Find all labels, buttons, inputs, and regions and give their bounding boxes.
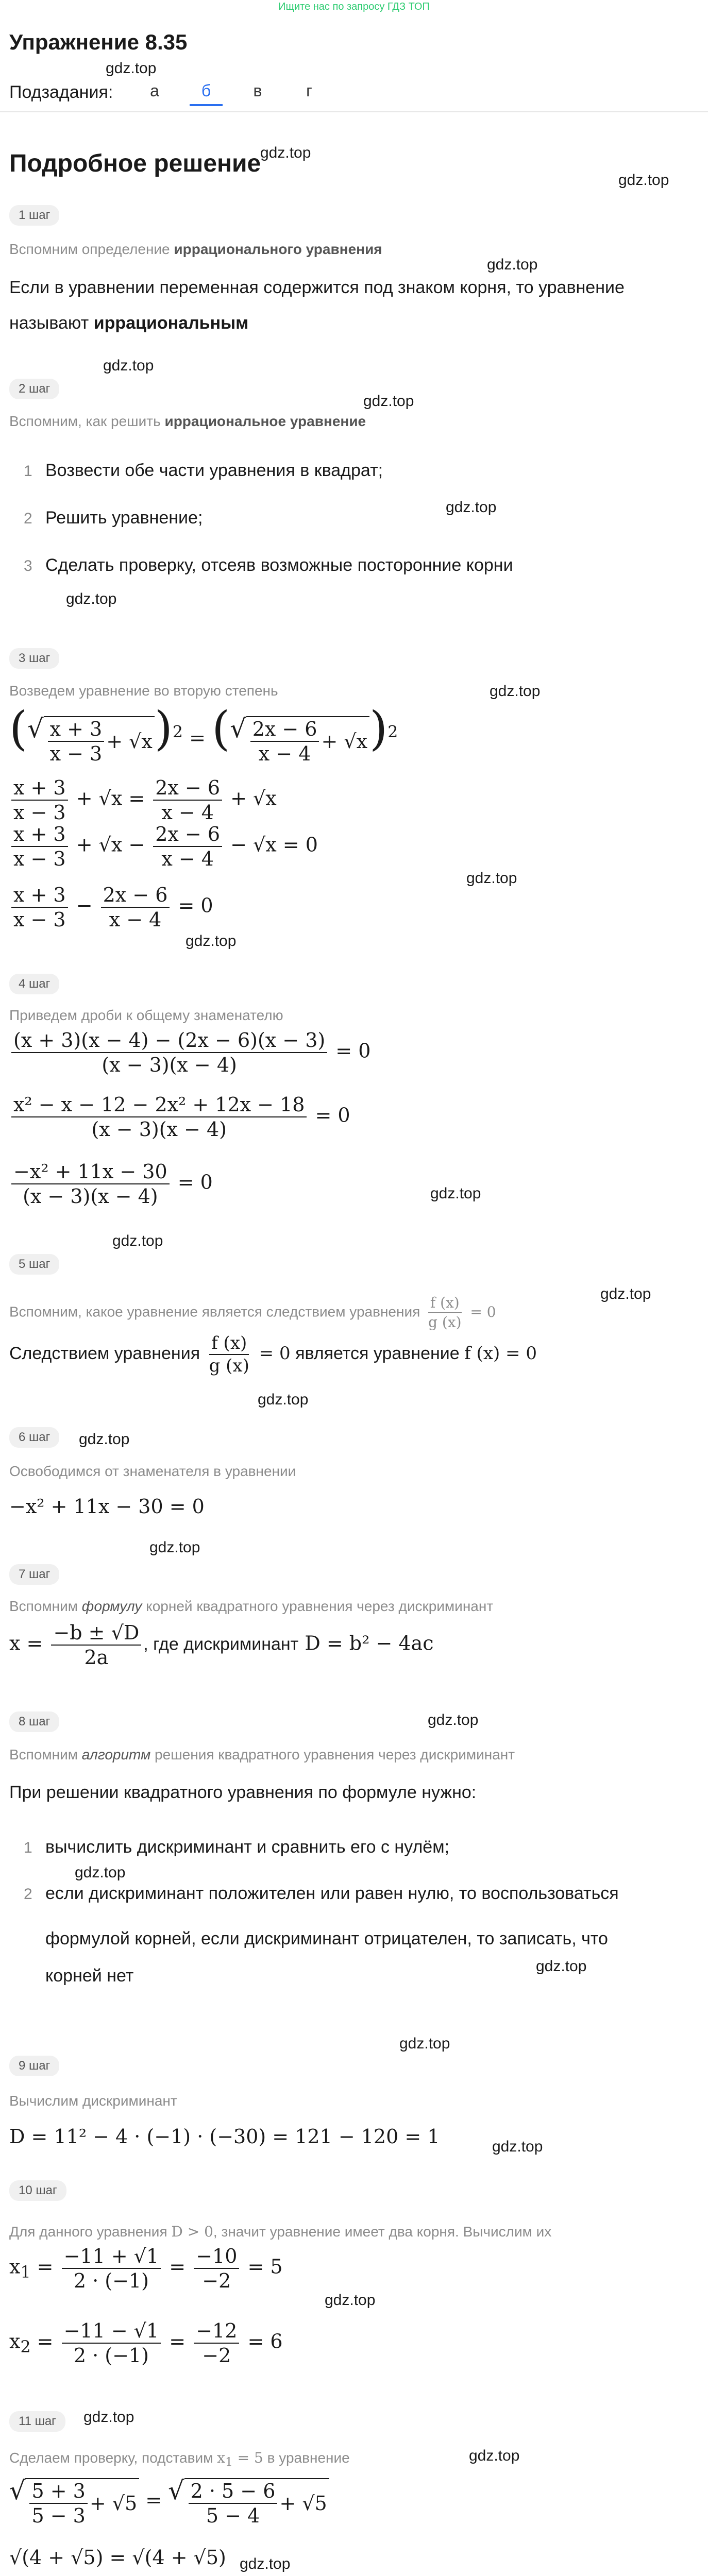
watermark: gdz.top [466, 870, 517, 887]
list-item: Возвести обе части уравнения в квадрат; [45, 461, 383, 480]
step-badge: 2 шаг [9, 379, 59, 399]
equation: −x² + 11x − 30 = 0 [9, 1495, 205, 1518]
list-number: 1 [24, 463, 32, 480]
divider [0, 111, 708, 112]
watermark: gdz.top [106, 60, 157, 77]
step-hint: Освободимся от знаменателя в уравнении [9, 1463, 296, 1479]
watermark: gdz.top [75, 1864, 126, 1881]
list-item: если дискриминант положителен или равен нулю, то воспользоваться [45, 1884, 619, 1903]
watermark: gdz.top [260, 144, 311, 161]
tab-g[interactable]: г [306, 81, 312, 100]
list-number: 3 [24, 557, 32, 574]
step-badge: 6 шаг [9, 1427, 59, 1448]
watermark: gdz.top [490, 683, 541, 700]
watermark: gdz.top [536, 1958, 587, 1975]
step-hint: Вычислим дискриминант [9, 2093, 177, 2109]
step-text: Если в уравнении переменная содержится под знаком корня, то уравнение [9, 278, 625, 297]
tab-b[interactable]: б [201, 81, 211, 100]
tab-a[interactable]: а [150, 81, 159, 100]
equation: √(4 + √5) = √(4 + √5) [9, 2546, 226, 2569]
equation: D = 11² − 4 · (−1) · (−30) = 121 − 120 = 1 [9, 2125, 440, 2148]
equation: $\frac{x + 3}{x - 3}$ + √x = $\frac{2x - 6}{x - 4}$ + √x [9, 778, 277, 822]
step-text: Следствием уравнения $\frac{f (x)}{g (x)}$ = 0 является уравнение f (x) = 0 [9, 1333, 537, 1376]
watermark: gdz.top [149, 1539, 200, 1556]
watermark: gdz.top [428, 1711, 479, 1728]
step-badge: 1 шаг [9, 205, 59, 226]
step-badge: 10 шаг [9, 2180, 66, 2201]
watermark: gdz.top [430, 1185, 481, 1202]
watermark: gdz.top [240, 2555, 291, 2572]
list-item: Сделать проверку, отсеяв возможные посторонние корни [45, 555, 513, 575]
step-hint: Возведем уравнение во вторую степень [9, 683, 278, 699]
step-hint: Вспомним, как решить иррациональное уравнение [9, 413, 366, 429]
watermark: gdz.top [103, 357, 154, 374]
step-badge: 8 шаг [9, 1711, 59, 1732]
list-number: 2 [24, 510, 32, 527]
step-hint: Для данного уравнения D > 0, значит уравнение имеет два корня. Вычислим их [9, 2223, 552, 2240]
step-badge: 4 шаг [9, 974, 59, 994]
equation: $\frac{x + 3}{x - 3}$ − $\frac{2x - 6}{x - 4}$ = 0 [9, 885, 213, 929]
step-hint: Вспомним определение иррационального уравнения [9, 241, 382, 257]
step-badge: 7 шаг [9, 1564, 59, 1585]
equation: $x_2$ = $\frac{-11 - √1}{2 \cdot (-1)}$ = $\frac{-12}{-2}$ = 6 [9, 2319, 283, 2367]
tab-v[interactable]: в [253, 81, 262, 100]
watermark: gdz.top [66, 590, 117, 607]
equation: x = $\frac{-b \pm √D}{2a}$ , где дискриминант D = b² − 4ac [9, 1621, 434, 1669]
watermark: gdz.top [83, 2409, 134, 2426]
watermark: gdz.top [363, 393, 414, 410]
list-item: Решить уравнение; [45, 508, 203, 528]
step-badge: 11 шаг [9, 2411, 65, 2432]
step-badge: 3 шаг [9, 648, 59, 669]
solution-heading: Подробное решение [9, 150, 261, 177]
equation: $x_1$ = $\frac{-11 + √1}{2 \cdot (-1)}$ = $\frac{-10}{-2}$ = 5 [9, 2245, 283, 2292]
subtasks-label: Подзадания: [9, 82, 113, 102]
equation: $\frac{x + 3}{x - 3}$ + √x − $\frac{2x - 6}{x - 4}$ − √x = 0 [9, 824, 318, 869]
step-hint: Приведем дроби к общему знаменателю [9, 1007, 283, 1023]
list-item: вычислить дискриминант и сравнить его с нулём; [45, 1837, 450, 1857]
equation: √ $\frac{5 + 3}{5 - 3}$ + √5 = √ $\frac{2 \cdot 5 - 6}{5 - 4}$ + √5 [9, 2478, 329, 2526]
equation: ( √ $\frac{x + 3}{x - 3}$ + √x )$^2$ = ( √ $\frac{2x - 6}{x - 4}$ + √x )$^2$ [9, 702, 398, 765]
step-text: называют иррациональным [9, 313, 249, 333]
step-badge: 5 шаг [9, 1254, 59, 1275]
watermark: gdz.top [618, 172, 669, 189]
page-title: Упражнение 8.35 [9, 30, 188, 54]
watermark: gdz.top [446, 499, 497, 516]
watermark: gdz.top [469, 2447, 520, 2464]
list-item-cont: корней нет [45, 1966, 134, 1986]
list-item-cont: формулой корней, если дискриминант отрицателен, то записать, что [45, 1929, 608, 1948]
active-tab-indicator [190, 104, 223, 106]
watermark: gdz.top [487, 256, 538, 273]
equation: $\frac{\text{x² − x − 12 − 2x² + 12x − 18}}{(x - 3)(x - 4)}$ = 0 [9, 1095, 350, 1139]
watermark: gdz.top [399, 2035, 450, 2052]
step-hint: Сделаем проверку, подставим $x_1 = 5$ в уравнение [9, 2449, 350, 2469]
watermark: gdz.top [600, 1285, 651, 1302]
watermark: gdz.top [492, 2138, 543, 2155]
watermark: gdz.top [186, 933, 237, 950]
watermark: gdz.top [79, 1431, 130, 1448]
list-number: 2 [24, 1886, 32, 1903]
watermark: gdz.top [112, 1232, 163, 1249]
step-badge: 9 шаг [9, 2056, 59, 2076]
step-hint: Вспомним формулу корней квадратного уравнения через дискриминант [9, 1598, 494, 1614]
watermark: gdz.top [258, 1391, 309, 1408]
equation: $\frac{\text{−x² + 11x − 30}}{(x - 3)(x - 4)}$ = 0 [9, 1162, 213, 1206]
step-text: При решении квадратного уравнения по формуле нужно: [9, 1783, 477, 1802]
watermark: gdz.top [325, 2292, 376, 2309]
list-number: 1 [24, 1839, 32, 1856]
step-hint: Вспомним алгоритм решения квадратного уравнения через дискриминант [9, 1747, 515, 1762]
promo-banner[interactable]: Ищите нас по запросу ГДЗ ТОП [278, 1, 430, 12]
step-hint: Вспомним, какое уравнение является следствием уравнения $\frac{f (x)}{g (x)}$ = 0 [9, 1294, 496, 1331]
equation: $\frac{(x + 3)(x - 4) - (2x - 6)(x - 3)}{(x - 3)(x - 4)}$ = 0 [9, 1030, 370, 1075]
